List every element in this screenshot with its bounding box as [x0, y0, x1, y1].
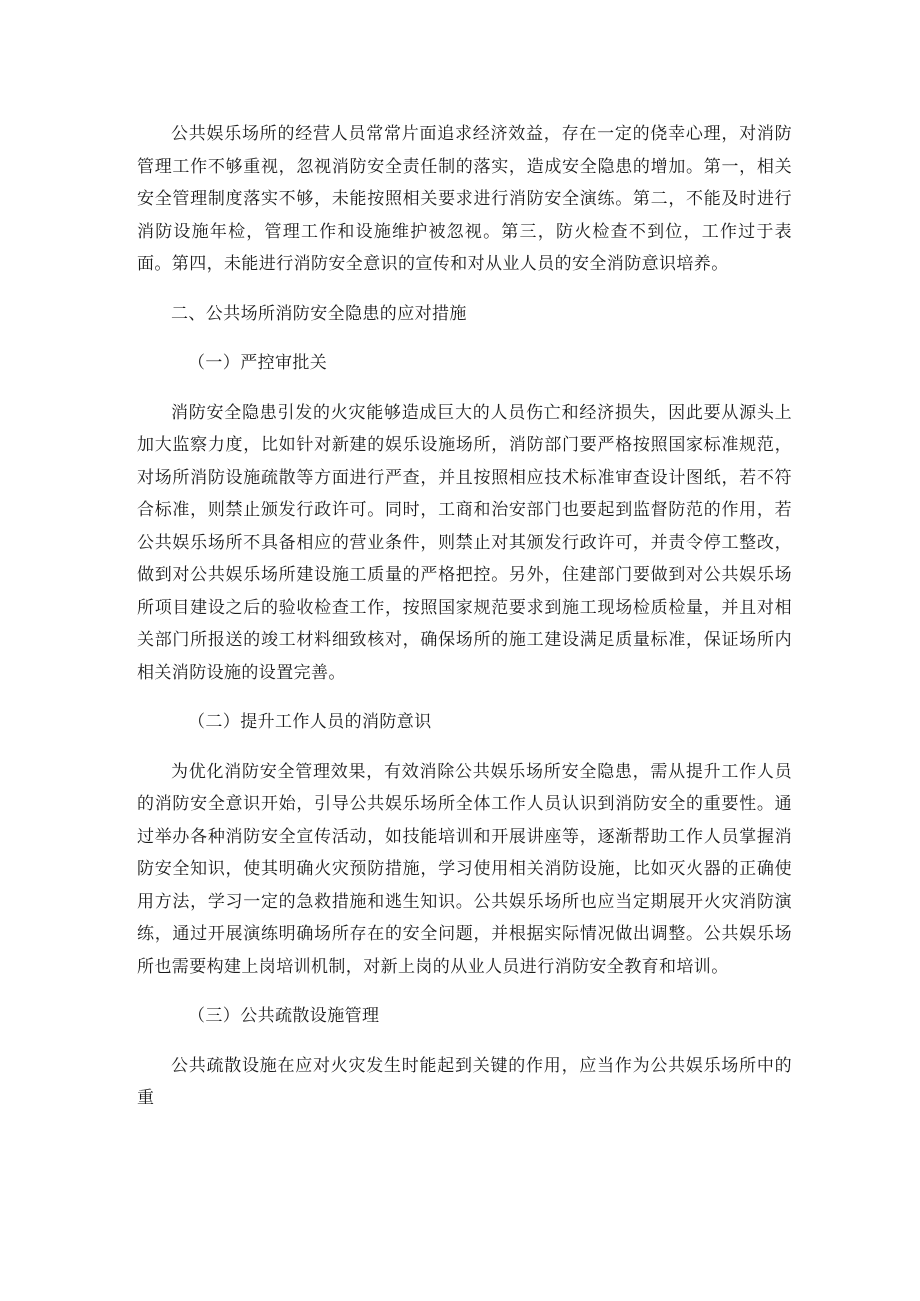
subsection-heading-staff-awareness: （二）提升工作人员的消防意识 [188, 712, 432, 732]
section-heading-countermeasures: 二、公共场所消防安全隐患的应对措施 [171, 303, 467, 324]
subsection-heading-evacuation-facilities: （三）公共疏散设施管理 [188, 1006, 380, 1026]
paragraph-safety-awareness-issues: 公共娱乐场所的经营人员常常片面追求经济效益，存在一定的侥幸心理，对消防管理工作不够重视，忽视消防安全责任制的落实，造成安全隐患的增加。第一，相关安全管理制度落实不够，未能按照相关要求进行消防安全演练。第二，不能及时进行消防设施年检，管理工作和设施维护被忽视。第三，防火检查不到位，工作过于表面。第四，未能进行消防安全意识的宣传和对从业人员的安全消防意识培养。 [137, 124, 792, 274]
document-body [137, 118, 792, 1115]
subsection-heading-approval-control: （一）严控审批关 [188, 353, 328, 373]
paragraph-approval-control: 消防安全隐患引发的火灾能够造成巨大的人员伤亡和经济损失，因此要从源头上加大监察力度，比如针对新建的娱乐设施场所，消防部门要严格按照国家标准规范，对场所消防设施疏散等方面进行严查，并且按照相应技术标准审查设计图纸，若不符合标准，则禁止颁发行政许可。同时，工商和治安部门也要起到监督防范的作用，若公共娱乐场所不具备相应的营业条件，则禁止对其颁发行政许可，并责令停工整改，做到对公共娱乐场所建设施工质量的严格把控。另外，住建部门要做到对公共娱乐场所项目建设之后的验收检查工作，按照国家规范要求到施工现场检质检量，并且对相关部门所报送的竣工材料细致核对，确保场所的施工建设满足质量标准，保证场所内相关消防设施的设置完善。 [137, 402, 792, 683]
paragraph-evacuation-facilities: 公共疏散设施在应对火灾发生时能起到关键的作用，应当作为公共娱乐场所中的重 [137, 1055, 792, 1108]
paragraph-staff-awareness: 为优化消防安全管理效果，有效消除公共娱乐场所安全隐患，需从提升工作人员的消防安全意识开始，引导公共娱乐场所全体工作人员认识到消防安全的重要性。通过举办各种消防安全宣传活动，如技能培训和开展讲座等，逐渐帮助工作人员掌握消防安全知识，使其明确火灾预防措施，学习使用相关消防设施，比如灭火器的正确使用方法，学习一定的急救措施和逃生知识。公共娱乐场所也应当定期展开火灾消防演练，通过开展演练明确场所存在的安全问题，并根据实际情况做出调整。公共娱乐场所也需要构建上岗培训机制，对新上岗的从业人员进行消防安全教育和培训。 [137, 761, 792, 977]
